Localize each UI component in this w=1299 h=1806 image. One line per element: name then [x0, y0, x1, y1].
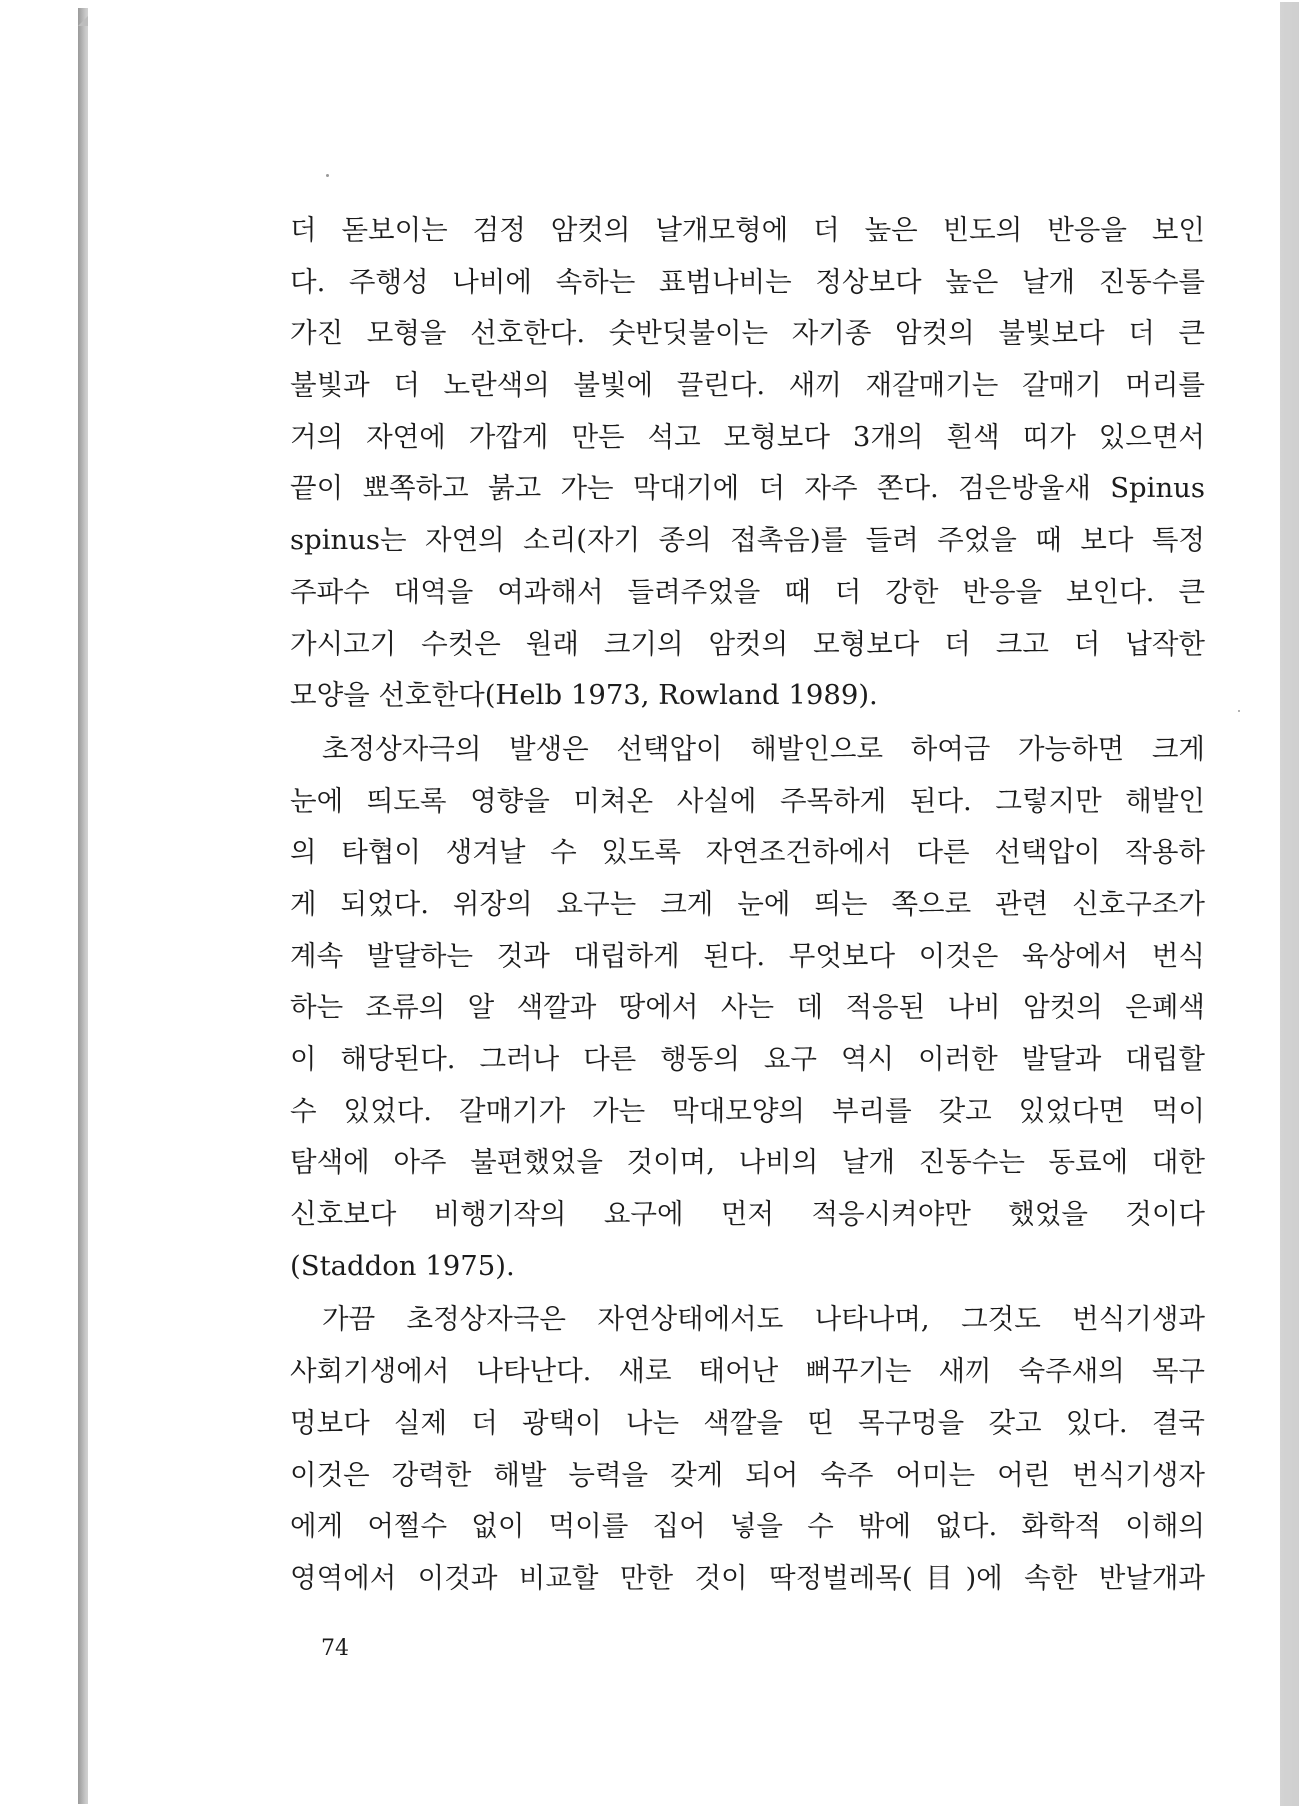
print-speck — [326, 174, 329, 177]
page-number: 74 — [321, 1636, 349, 1661]
text-line: 끝이 뾰쪽하고 붉고 가는 막대기에 더 자주 쫀다. 검은방울새 Spinus — [290, 472, 1205, 505]
text-line: 게 되었다. 위장의 요구는 크게 눈에 띄는 쪽으로 관련 신호구조가 — [290, 887, 1205, 920]
text-line: 주파수 대역을 여과해서 들려주었을 때 더 강한 반응을 보인다. 큰 — [290, 575, 1205, 608]
text-line: 다. 주행성 나비에 속하는 표범나비는 정상보다 높은 날개 진동수를 — [290, 265, 1205, 298]
text-line: 사회기생에서 나타난다. 새로 태어난 뻐꾸기는 새끼 숙주새의 목구 — [290, 1355, 1205, 1388]
text-line: spinus는 자연의 소리(자기 종의 접촉음)를 들려 주었을 때 보다 특정 — [290, 524, 1205, 557]
text-line: 하는 조류의 알 색깔과 땅에서 사는 데 적응된 나비 암컷의 은폐색 — [290, 991, 1205, 1024]
paragraph-first-line: 가끔 초정상자극은 자연상태에서도 나타나며, 그것도 번식기생과 — [322, 1303, 1205, 1336]
text-line: 의 타협이 생겨날 수 있도록 자연조건하에서 다른 선택압이 작용하 — [290, 836, 1205, 869]
text-line: 불빛과 더 노란색의 불빛에 끌린다. 새끼 재갈매기는 갈매기 머리를 — [290, 369, 1205, 402]
paragraph-first-line: 초정상자극의 발생은 선택압이 해발인으로 하여금 가능하면 크게 — [322, 732, 1205, 765]
text-line: 수 있었다. 갈매기가 가는 막대모양의 부리를 갖고 있었다면 먹이 — [290, 1094, 1205, 1127]
text-line: 가진 모형을 선호한다. 숫반딧불이는 자기종 암컷의 불빛보다 더 큰 — [290, 317, 1205, 350]
print-speck — [1238, 710, 1240, 712]
text-line: 더 돋보이는 검정 암컷의 날개모형에 더 높은 빈도의 반응을 보인 — [290, 214, 1205, 246]
text-line: 탐색에 아주 불편했었을 것이며, 나비의 날개 진동수는 동료에 대한 — [290, 1146, 1205, 1179]
text-line: 거의 자연에 가깝게 만든 석고 모형보다 3개의 흰색 띠가 있으면서 — [290, 420, 1205, 453]
text-line: 계속 발달하는 것과 대립하게 된다. 무엇보다 이것은 육상에서 번식 — [290, 939, 1205, 972]
text-line: 이것은 강력한 해발 능력을 갖게 되어 숙주 어미는 어린 번식기생자 — [290, 1458, 1205, 1491]
text-line: 신호보다 비행기작의 요구에 먼저 적응시켜야만 했었을 것이다 — [290, 1198, 1205, 1231]
text-line: 영역에서 이것과 비교할 만한 것이 딱정벌레목(目)에 속한 반날개과 — [290, 1561, 1205, 1594]
text-line: 멍보다 실제 더 광택이 나는 색깔을 띤 목구멍을 갖고 있다. 결국 — [290, 1406, 1205, 1439]
text-line: 모양을 선호한다(Helb 1973, Rowland 1989). — [290, 679, 878, 712]
body-text — [290, 205, 1205, 1605]
text-line: (Staddon 1975). — [290, 1249, 515, 1282]
text-line: 가시고기 수컷은 원래 크기의 암컷의 모형보다 더 크고 더 납작한 — [290, 627, 1205, 660]
text-line: 에게 어쩔수 없이 먹이를 집어 넣을 수 밖에 없다. 화학적 이해의 — [290, 1510, 1205, 1543]
text-line: 이 해당된다. 그러나 다른 행동의 요구 역시 이러한 발달과 대립할 — [290, 1043, 1205, 1075]
text-line: 눈에 띄도록 영향을 미쳐온 사실에 주목하게 된다. 그렇지만 해발인 — [290, 784, 1205, 817]
